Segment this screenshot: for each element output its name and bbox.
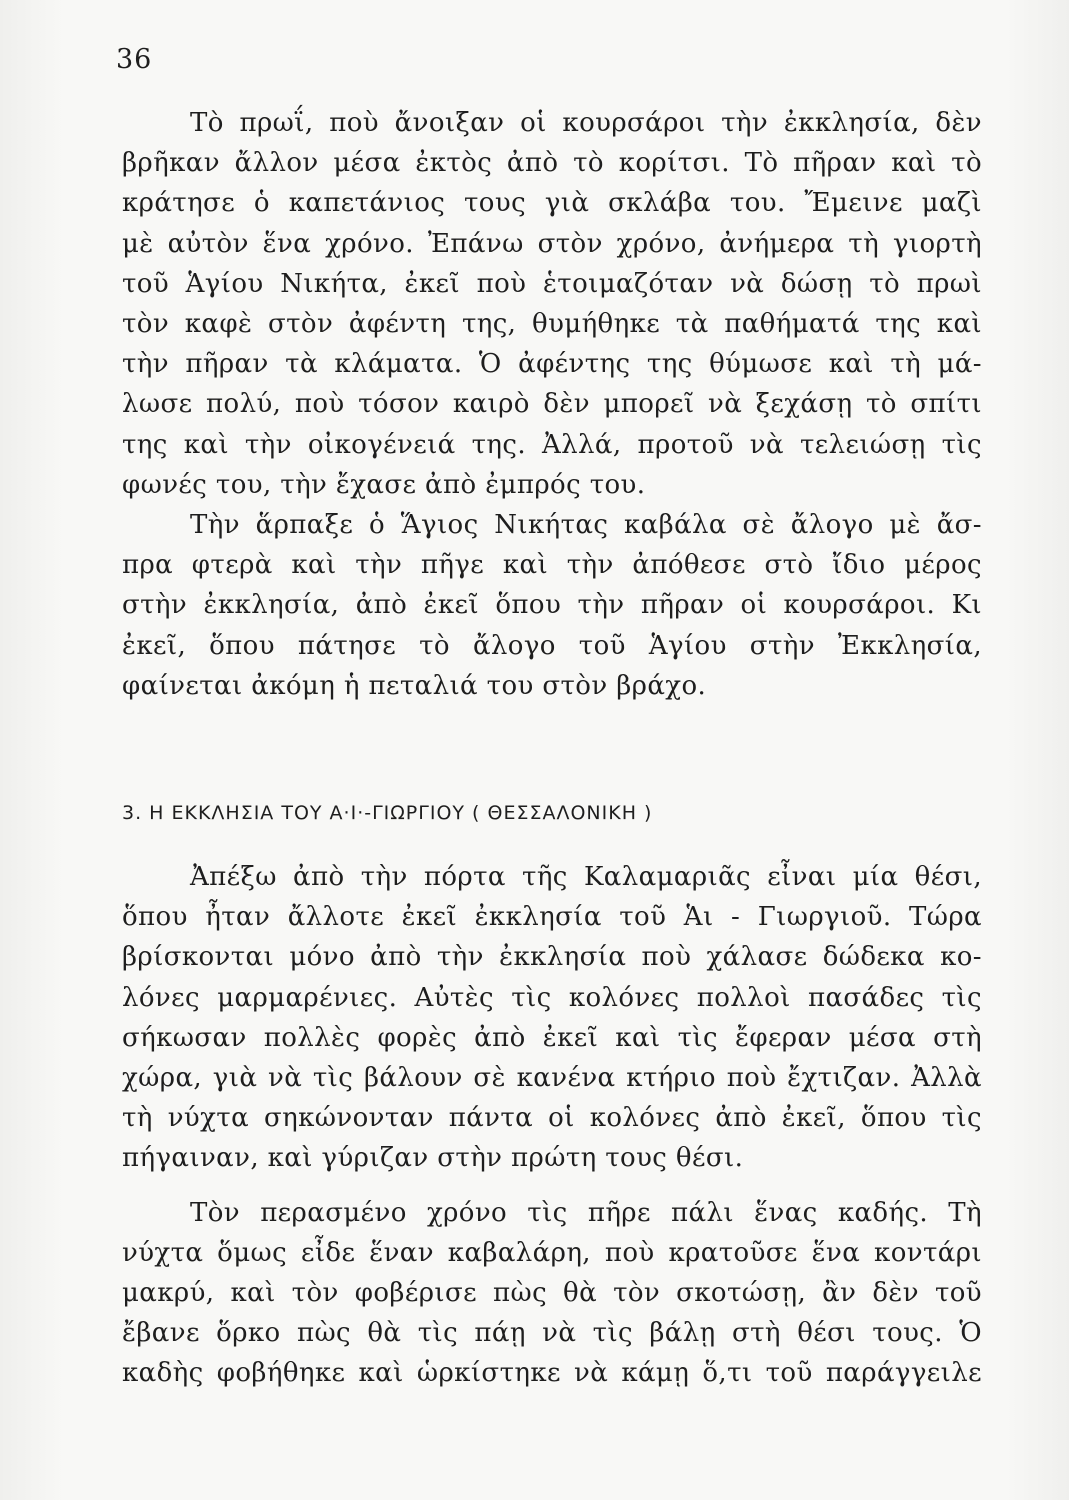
text-line: λωσε πολύ, ποὺ τόσον καιρὸ δὲν μπορεῖ νὰ ξεχάσῃ τὸ σπίτι [122, 389, 982, 420]
text-line: σήκωσαν πολλὲς φορὲς ἀπὸ ἐκεῖ καὶ τὶς ἔφεραν μέσα στὴ [122, 1022, 982, 1053]
text-line: τοῦ Ἁγίου Νικήτα, ἐκεῖ ποὺ ἑτοιμαζόταν νὰ δώσῃ τὸ πρωὶ [122, 268, 982, 299]
story-text-top [122, 103, 982, 706]
text-line: πρα φτερὰ καὶ τὴν πῆγε καὶ τὴν ἀπόθεσε στὸ ἴδιο μέρος [122, 550, 982, 581]
text-line: βρίσκονται μόνο ἀπὸ τὴν ἐκκλησία ποὺ χάλασε δώδεκα κο- [122, 942, 982, 973]
text-line: Τὴν ἅρπαξε ὁ Ἅγιος Νικήτας καβάλα σὲ ἄλογο μὲ ἄσ- [190, 510, 982, 541]
text-line: στὴν ἐκκλησία, ἀπὸ ἐκεῖ ὅπου τὴν πῆραν οἱ κουρσάροι. Κι [122, 590, 982, 621]
section-heading: 3. Η ΕΚΚΛΗΣΙΑ ΤΟΥ Α·Ι·-ΓΙΩΡΓΙΟΥ ( ΘΕΣΣΑΛΟΝΙΚΗ ) [122, 802, 653, 824]
text-line: μακρύ, καὶ τὸν φοβέρισε πὼς θὰ τὸν σκοτώσῃ, ἂν δὲν τοῦ [122, 1278, 982, 1309]
text-line: ὅπου ἦταν ἄλλοτε ἐκεῖ ἐκκλησία τοῦ Ἁι - Γιωργιοῦ. Τώρα [122, 902, 982, 933]
text-line: νύχτα ὅμως εἶδε ἕναν καβαλάρη, ποὺ κρατοῦσε ἕνα κοντάρι [122, 1237, 982, 1268]
text-line: λόνες μαρμαρένιες. Αὐτὲς τὶς κολόνες πολλοὶ πασάδες τὶς [122, 982, 982, 1013]
story-text-bottom [122, 857, 982, 1394]
text-line: καδὴς φοβήθηκε καὶ ὡρκίστηκε νὰ κάμῃ ὅ,τι τοῦ παράγγειλε [122, 1358, 982, 1389]
text-line: Τὸν περασμένο χρόνο τὶς πῆρε πάλι ἕνας καδής. Τὴ [190, 1197, 982, 1228]
text-line: φωνές του, τὴν ἔχασε ἀπὸ ἐμπρός του. [122, 469, 646, 500]
text-line: τὸν καφὲ στὸν ἀφέντη της, θυμήθηκε τὰ παθήματά της καὶ [122, 309, 982, 340]
text-line: μὲ αὐτὸν ἕνα χρόνο. Ἐπάνω στὸν χρόνο, ἀνήμερα τὴ γιορτὴ [122, 228, 982, 259]
text-line: τὴ νύχτα σηκώνονταν πάντα οἱ κολόνες ἀπὸ ἐκεῖ, ὅπου τὶς [122, 1103, 982, 1134]
page-number: 36 [116, 44, 153, 75]
text-line: ἔβανε ὅρκο πὼς θὰ τὶς πάῃ νὰ τὶς βάλῃ στὴ θέσι τους. Ὁ [122, 1318, 982, 1349]
text-line: κράτησε ὁ καπετάνιος τους γιὰ σκλάβα του. Ἔμεινε μαζὶ [122, 188, 982, 219]
text-line: Τὸ πρωΐ, ποὺ ἄνοιξαν οἱ κουρσάροι τὴν ἐκκλησία, δὲν [190, 108, 982, 138]
text-line: Ἀπέξω ἀπὸ τὴν πόρτα τῆς Καλαμαριᾶς εἶναι μία θέσι, [190, 862, 982, 892]
text-line: χώρα, γιὰ νὰ τὶς βάλουν σὲ κανένα κτήριο ποὺ ἔχτιζαν. Ἀλλὰ [122, 1063, 982, 1094]
text-line: τὴν πῆραν τὰ κλάματα. Ὁ ἀφέντης της θύμωσε καὶ τὴ μά- [122, 349, 982, 380]
text-line: βρῆκαν ἄλλον μέσα ἐκτὸς ἀπὸ τὸ κορίτσι. Τὸ πῆραν καὶ τὸ [122, 148, 982, 179]
paragraph-gap [122, 1179, 982, 1193]
text-line: φαίνεται ἀκόμη ἡ πεταλιά του στὸν βράχο. [122, 670, 707, 701]
text-line: της καὶ τὴν οἰκογένειά της. Ἀλλά, προτοῦ νὰ τελειώσῃ τὶς [122, 429, 982, 460]
text-line: πήγαιναν, καὶ γύριζαν στὴν πρώτη τους θέσι. [122, 1143, 744, 1174]
text-line: ἐκεῖ, ὅπου πάτησε τὸ ἄλογο τοῦ Ἁγίου στὴν Ἐκκλησία, [122, 630, 982, 661]
